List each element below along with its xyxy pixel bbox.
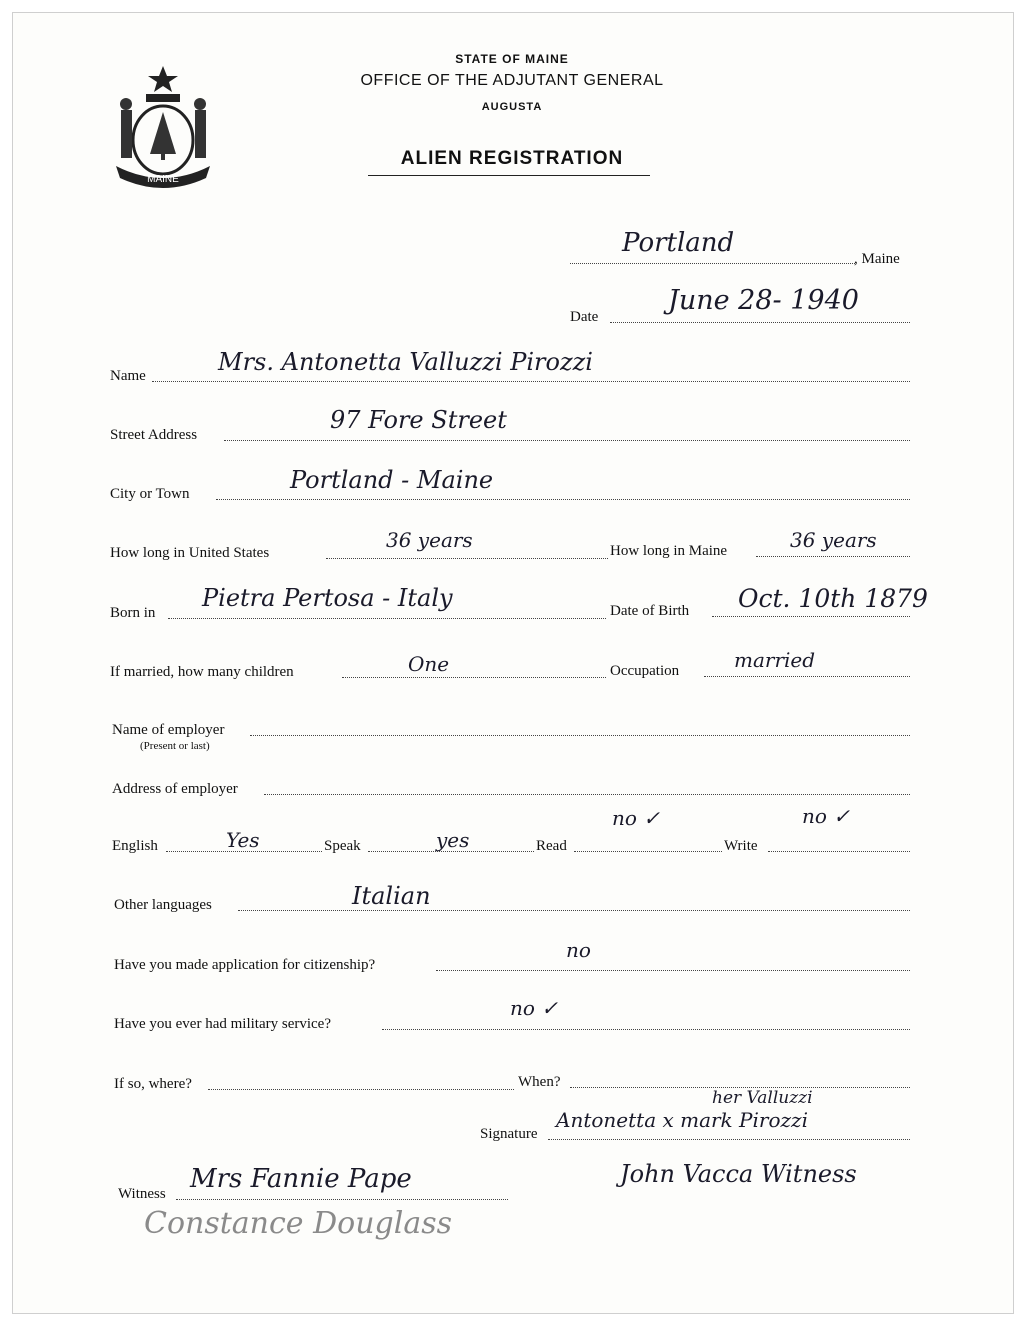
write-value: no ✓ <box>802 804 851 828</box>
citizenship-label: Have you made application for citizenship? <box>114 957 376 973</box>
date-of-birth-value: Oct. 10th 1879 <box>738 584 928 613</box>
other-languages-value: Italian <box>352 882 431 910</box>
name-label: Name <box>110 368 146 384</box>
page-title: ALIEN REGISTRATION <box>400 148 624 169</box>
street-value: 97 Fore Street <box>330 406 507 434</box>
header-city: AUGUSTA <box>481 101 543 113</box>
english-value: Yes <box>226 828 260 852</box>
city-value: Portland - Maine <box>290 466 494 494</box>
date-of-birth-label: Date of Birth <box>610 603 690 619</box>
speak-label: Speak <box>324 838 361 854</box>
how-long-maine-line <box>756 556 910 557</box>
other-languages-label: Other languages <box>114 897 212 913</box>
city-line <box>216 499 910 500</box>
name-line <box>152 381 910 382</box>
employer-name-label: Name of employer <box>112 722 225 738</box>
witness-2-value: John Vacca Witness <box>620 1160 857 1188</box>
place-value: Portland <box>622 228 735 258</box>
where-line <box>208 1089 514 1090</box>
how-long-us-line <box>326 558 608 559</box>
place-line <box>570 263 855 264</box>
signature-label: Signature <box>480 1126 538 1142</box>
employer-name-line <box>250 735 910 736</box>
witness-label: Witness <box>118 1186 166 1202</box>
name-value: Mrs. Antonetta Valluzzi Pirozzi <box>218 348 593 376</box>
registration-form <box>12 12 1014 1314</box>
how-long-maine-value: 36 years <box>790 528 877 552</box>
born-in-line <box>168 618 606 619</box>
born-in-value: Pietra Pertosa - Italy <box>202 584 453 612</box>
header-office: OFFICE OF THE ADJUTANT GENERAL <box>360 72 664 89</box>
how-long-maine-label: How long in Maine <box>610 543 728 559</box>
signature-upper: her Valluzzi <box>712 1088 813 1108</box>
born-in-label: Born in <box>110 605 156 621</box>
read-line <box>574 851 722 852</box>
street-label: Street Address <box>110 427 198 443</box>
city-label: City or Town <box>110 486 190 502</box>
write-line <box>768 851 910 852</box>
date-of-birth-line <box>712 616 910 617</box>
witness-3-value: Constance Douglass <box>144 1206 452 1241</box>
seal-text: MAINE <box>147 174 179 185</box>
military-line <box>382 1029 910 1030</box>
read-value: no ✓ <box>612 806 661 830</box>
employer-address-label: Address of employer <box>112 781 238 797</box>
occupation-label: Occupation <box>610 663 680 679</box>
children-value: One <box>408 652 450 676</box>
citizenship-line <box>436 970 910 971</box>
military-label: Have you ever had military service? <box>114 1016 331 1032</box>
write-label: Write <box>724 838 758 854</box>
children-label: If married, how many children <box>110 664 294 680</box>
date-label: Date <box>570 309 599 325</box>
where-label: If so, where? <box>114 1076 192 1092</box>
signature-line <box>548 1139 910 1140</box>
witness-1-value: Mrs Fannie Pape <box>190 1164 412 1194</box>
date-line <box>610 322 910 323</box>
title-underline <box>368 175 650 176</box>
employer-name-sublabel: (Present or last) <box>140 740 210 752</box>
english-label: English <box>112 838 158 854</box>
how-long-us-value: 36 years <box>386 528 473 552</box>
street-line <box>224 440 910 441</box>
other-languages-line <box>238 910 910 911</box>
children-line <box>342 677 606 678</box>
citizenship-value: no <box>566 938 591 962</box>
signature-value: Antonetta x mark Pirozzi <box>556 1108 808 1132</box>
occupation-line <box>704 676 910 677</box>
military-value: no ✓ <box>510 996 559 1020</box>
witness-line <box>176 1199 508 1200</box>
speak-value: yes <box>436 828 470 852</box>
employer-address-line <box>264 794 910 795</box>
read-label: Read <box>536 838 567 854</box>
date-value: June 28- 1940 <box>668 285 859 316</box>
occupation-value: married <box>734 648 816 672</box>
how-long-us-label: How long in United States <box>110 545 270 561</box>
header-state: STATE OF MAINE <box>455 52 569 66</box>
when-label: When? <box>518 1074 561 1090</box>
maine-label: , Maine <box>854 251 900 267</box>
